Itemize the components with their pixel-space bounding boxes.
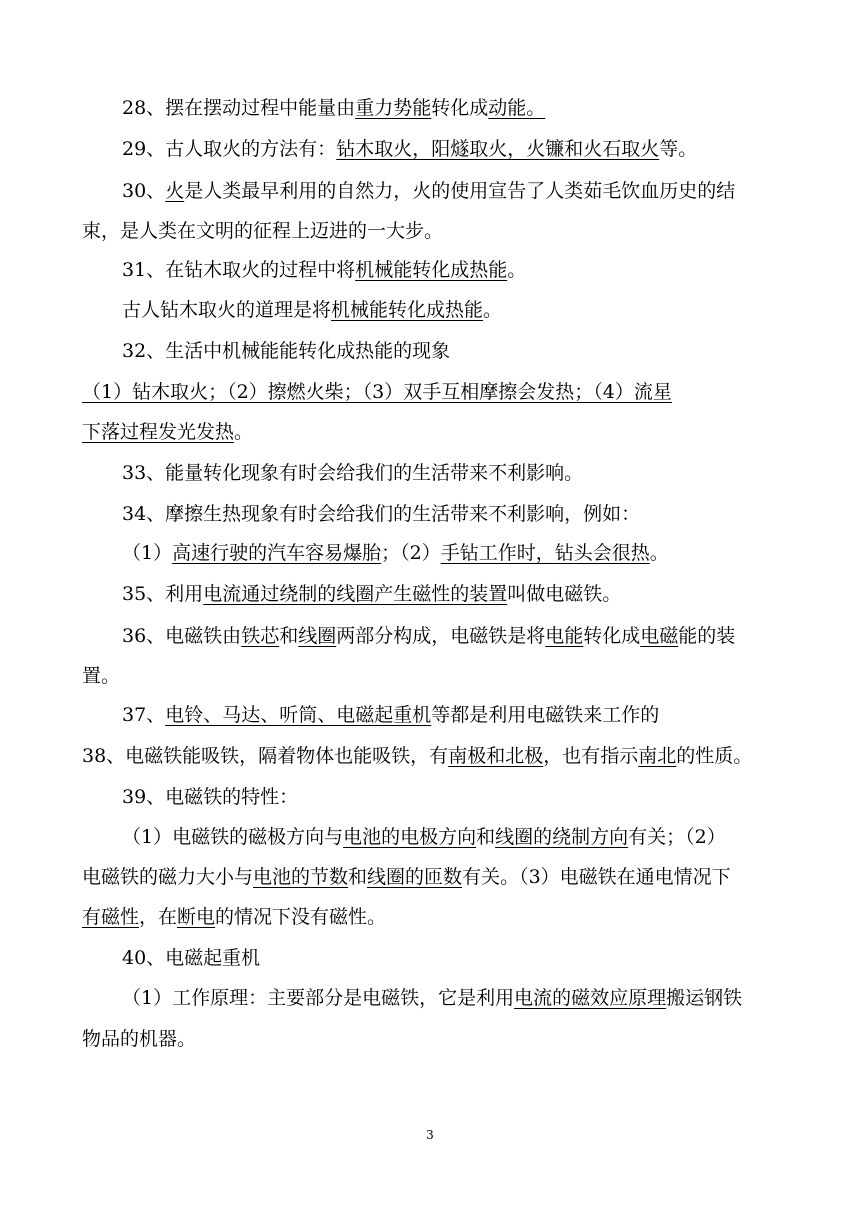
line-text: 能的装 (678, 625, 736, 647)
line-text: 35、利用 (122, 583, 204, 605)
line-text: 的性质。 (676, 745, 753, 767)
underlined-answer: 线圈的匝数 (367, 866, 463, 888)
line-text: 置。 (82, 665, 121, 687)
line-text: 。 (507, 259, 527, 281)
page-number: 3 (426, 1128, 434, 1142)
line-31a (122, 258, 822, 282)
line-38 (82, 744, 782, 768)
line-text: （1）电磁铁的磁极方向与 (122, 826, 344, 848)
line-text: ，在 (139, 906, 178, 928)
line-text: 电磁铁的磁力大小与 (82, 866, 254, 888)
line-40 (122, 946, 822, 970)
underlined-answer: 重力势能 (355, 97, 432, 119)
line-text: 。 (234, 421, 254, 443)
line-text: 28、摆在摆动过程中能量由 (122, 97, 356, 119)
underlined-answer: 高速行驶的汽车容易爆胎 (172, 542, 382, 564)
line-39b (82, 865, 782, 889)
line-32 (122, 339, 822, 363)
underlined-answer: 机械能转化成热能 (355, 259, 508, 281)
line-text: 转化成 (583, 625, 641, 647)
underlined-answer: 手钻工作时，钻头会很热 (440, 542, 650, 564)
line-text: 和 (476, 826, 496, 848)
line-text: 转化成 (431, 97, 489, 119)
line-text: 等。 (659, 138, 698, 160)
underlined-answer: 电磁 (640, 625, 679, 647)
line-36b (82, 664, 782, 688)
underlined-answer: 火 (165, 180, 185, 202)
underlined-answer: 南北 (638, 745, 677, 767)
line-text: 有关；（2） (628, 826, 726, 848)
line-33 (122, 461, 822, 485)
line-text: 和 (348, 866, 368, 888)
line-text: 37、 (122, 704, 166, 726)
line-text: 36、电磁铁由 (122, 625, 242, 647)
line-text: 30、 (122, 180, 166, 202)
line-32a (82, 380, 782, 404)
line-text: 两部分构成，电磁铁是将 (336, 625, 546, 647)
line-text: 搬运钢铁 (666, 987, 743, 1009)
line-40b (82, 1027, 782, 1051)
line-text: 32、生活中机械能能转化成热能的现象 (122, 340, 451, 362)
line-30a (122, 179, 822, 203)
line-text: （1）工作原理：主要部分是电磁铁，它是利用 (122, 987, 515, 1009)
line-32b (82, 420, 782, 444)
line-34 (122, 502, 822, 526)
line-29 (122, 137, 822, 161)
underlined-answer: 铁芯 (241, 625, 280, 647)
line-35 (122, 582, 822, 606)
underlined-answer: 断电 (177, 906, 216, 928)
line-text: 束，是人类在文明的征程上迈进的一大步。 (82, 220, 444, 242)
underlined-answer: （1）钻木取火；（2）擦燃火柴；（3）双手互相摩擦会发热；（4）流星 (82, 381, 672, 403)
line-39a (122, 825, 822, 849)
line-36a (122, 624, 822, 648)
underlined-answer: 线圈 (298, 625, 337, 647)
underlined-answer: 有磁性 (82, 906, 140, 928)
line-text: 40、电磁起重机 (122, 947, 261, 969)
line-28 (122, 96, 822, 120)
line-text: 等都是利用电磁铁来工作的 (431, 704, 660, 726)
line-text: 物品的机器。 (82, 1028, 197, 1050)
line-30b (82, 219, 782, 243)
underlined-answer: 电铃、马达、听筒、电磁起重机 (165, 704, 432, 726)
underlined-answer: 电池的电极方向 (343, 826, 477, 848)
line-text: 有关。（3）电磁铁在通电情况下 (462, 866, 731, 888)
line-text: 的情况下没有磁性。 (215, 906, 387, 928)
line-34a (122, 541, 822, 565)
line-31b (122, 298, 822, 322)
underlined-answer: 电池的节数 (253, 866, 349, 888)
line-text: 34、摩擦生热现象有时会给我们的生活带来不利影响，例如： (122, 503, 641, 525)
line-text: 38、电磁铁能吸铁，隔着物体也能吸铁，有 (82, 745, 449, 767)
underlined-answer: 线圈的绕制方向 (495, 826, 629, 848)
line-text: ，也有指示 (543, 745, 639, 767)
line-text: 33、能量转化现象有时会给我们的生活带来不利影响。 (122, 462, 584, 484)
underlined-answer: 钻木取火，阳燧取火，火镰和火石取火 (336, 138, 660, 160)
underlined-answer: 电流通过绕制的线圈产生磁性的装置 (203, 583, 508, 605)
line-40a (122, 986, 822, 1010)
line-text: 31、在钻木取火的过程中将 (122, 259, 356, 281)
line-text: ；（2） (381, 542, 441, 564)
line-37 (122, 703, 822, 727)
line-39 (122, 785, 822, 809)
underlined-answer: 南极和北极 (448, 745, 544, 767)
line-text: 39、电磁铁的特性： (122, 786, 299, 808)
line-text: 叫做电磁铁。 (507, 583, 622, 605)
line-text: 是人类最早利用的自然力，火的使用宣告了人类茹毛饮血历史的结 (184, 180, 736, 202)
line-text: 。 (483, 299, 503, 321)
underlined-answer: 下落过程发光发热 (82, 421, 235, 443)
line-text: 29、古人取火的方法有： (122, 138, 337, 160)
underlined-answer: 机械能转化成热能 (331, 299, 484, 321)
underlined-answer: 电流的磁效应原理 (514, 987, 667, 1009)
line-39c (82, 905, 782, 929)
line-text: 和 (279, 625, 299, 647)
underlined-answer: 电能 (545, 625, 584, 647)
line-text: （1） (122, 542, 173, 564)
underlined-answer: 动能。 (488, 97, 546, 119)
line-text: 。 (649, 542, 669, 564)
line-text: 古人钻木取火的道理是将 (122, 299, 332, 321)
